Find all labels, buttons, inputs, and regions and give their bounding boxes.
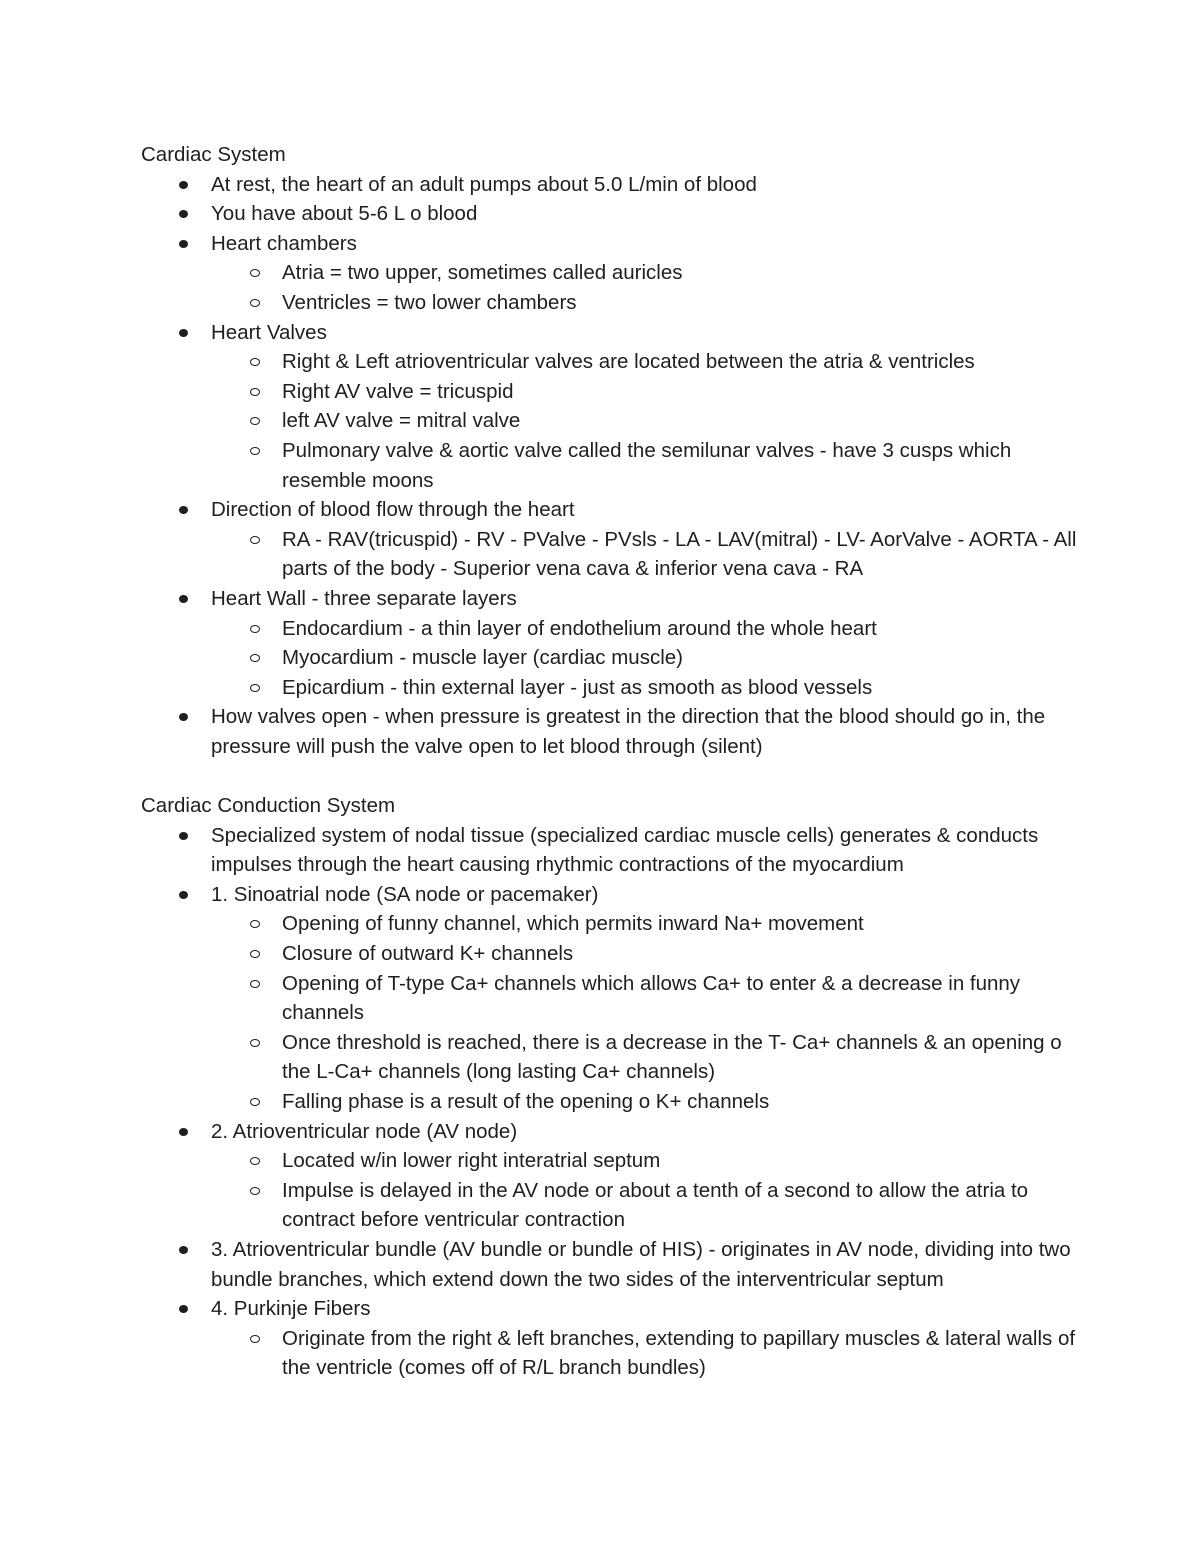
list-item-text: 1. Sinoatrial node (SA node or pacemaker) [211,882,599,906]
sub-list-item [282,909,1081,939]
list-item-text: Heart Valves [211,320,327,344]
list-item-text: Direction of blood flow through the heart [211,498,575,522]
sub-list-item-text: Opening of funny channel, which permits inward Na+ movement [282,912,864,936]
list-item [211,495,1081,584]
list-item-text: Heart chambers [211,231,357,255]
sub-list-item [282,643,1081,673]
list-item-text: At rest, the heart of an adult pumps about 5.0 L/min of blood [211,172,757,196]
section-heading: Cardiac System [141,143,286,166]
document-page [141,140,1081,1383]
sub-bullet-list [211,1324,1081,1383]
list-item [211,318,1081,496]
list-item-text: Heart Wall - three separate layers [211,586,517,610]
filled-bullet-icon [179,210,188,218]
sub-list-item-text: Pulmonary valve & aortic valve called the semilunar valves - have 3 cusps which resemble moons [282,438,1012,492]
hollow-bullet-icon [250,536,260,544]
list-item [211,1235,1081,1294]
list-item [211,229,1081,318]
sub-list-item [282,406,1081,436]
sub-list-item-text: Right & Left atrioventricular valves are located between the atria & ventricles [282,350,975,374]
hollow-bullet-icon [250,358,260,366]
hollow-bullet-icon [250,1157,260,1165]
list-item-text: 3. Atrioventricular bundle (AV bundle or bundle of HIS) - originates in AV node, dividing into two bundle branches, which extend down the two sides of the interventricular septum [211,1237,1071,1291]
document-content [141,140,1081,1383]
list-item [211,880,1081,1117]
sub-list-item [282,673,1081,703]
hollow-bullet-icon [250,299,260,307]
sub-bullet-list [211,347,1081,495]
list-item [211,1294,1081,1383]
hollow-bullet-icon [250,447,260,455]
section-spacer [141,761,1081,791]
sub-bullet-list [211,614,1081,703]
sub-list-item-text: Once threshold is reached, there is a decrease in the T- Ca+ channels & an opening o the L-Ca+ channels (long lasting Ca+ channels) [282,1030,1062,1084]
sub-list-item [282,969,1081,1028]
sub-bullet-list [211,909,1081,1116]
sub-list-item-text: Myocardium - muscle layer (cardiac muscle) [282,646,683,670]
filled-bullet-icon [179,832,188,840]
filled-bullet-icon [179,240,188,248]
filled-bullet-icon [179,1246,188,1254]
sub-list-item [282,525,1081,584]
hollow-bullet-icon [250,388,260,396]
filled-bullet-icon [179,1128,188,1136]
filled-bullet-icon [179,713,188,721]
list-item [211,821,1081,880]
list-item [211,1117,1081,1235]
filled-bullet-icon [179,329,188,337]
sub-list-item-text: Closure of outward K+ channels [282,942,574,966]
sub-list-item [282,939,1081,969]
hollow-bullet-icon [250,920,260,928]
filled-bullet-icon [179,891,188,899]
sub-bullet-list [211,258,1081,317]
section-heading: Cardiac Conduction System [141,794,396,818]
sub-list-item-text: Impulse is delayed in the AV node or about a tenth of a second to allow the atria to contract before ventricular contraction [282,1178,1029,1232]
list-item-text: You have about 5-6 L o blood [211,202,478,226]
sub-list-item [282,377,1081,407]
list-item-text: 2. Atrioventricular node (AV node) [211,1119,518,1143]
list-item [211,199,1081,229]
list-item [211,584,1081,702]
sub-list-item-text: Right AV valve = tricuspid [282,379,514,403]
hollow-bullet-icon [250,417,260,425]
sub-list-item-text: RA - RAV(tricuspid) - RV - PValve - PVsls - LA - LAV(mitral) - LV- AorValve - AORTA - All parts of the body - Superior vena cava & inferior vena cava - RA [282,527,1077,581]
sub-list-item-text: Originate from the right & left branches, extending to papillary muscles & lateral walls of the ventricle (comes off of R/L branch bundles) [282,1326,1076,1380]
sub-list-item [282,1146,1081,1176]
hollow-bullet-icon [250,950,260,958]
sub-list-item-text: Opening of T-type Ca+ channels which allows Ca+ to enter & a decrease in funny channels [282,971,1021,1025]
bullet-list [141,170,1081,762]
sub-list-item-text: left AV valve = mitral valve [282,409,521,433]
sub-list-item-text: Endocardium - a thin layer of endothelium around the whole heart [282,616,877,640]
sub-list-item [282,1176,1081,1235]
sub-list-item [282,1087,1081,1117]
list-item [211,702,1081,761]
hollow-bullet-icon [250,625,260,633]
sub-list-item-text: Ventricles = two lower chambers [282,290,577,314]
filled-bullet-icon [179,181,188,189]
hollow-bullet-icon [250,269,260,277]
sub-list-item [282,1324,1081,1383]
sub-list-item-text: Falling phase is a result of the opening o K+ channels [282,1090,770,1113]
sub-list-item [282,288,1081,318]
sub-bullet-list [211,525,1081,584]
hollow-bullet-icon [250,980,260,988]
filled-bullet-icon [179,506,188,514]
hollow-bullet-icon [250,1335,260,1343]
hollow-bullet-icon [250,1187,260,1195]
sub-bullet-list [211,1146,1081,1235]
hollow-bullet-icon [250,654,260,662]
sub-list-item-text: Epicardium - thin external layer - just as smooth as blood vessels [282,675,873,699]
list-item-text: 4. Purkinje Fibers [211,1297,371,1321]
bullet-list [141,821,1081,1383]
hollow-bullet-icon [250,1098,260,1106]
sub-list-item [282,258,1081,288]
sub-list-item-text: Atria = two upper, sometimes called auricles [282,261,683,285]
sub-list-item [282,1028,1081,1087]
list-item-text: Specialized system of nodal tissue (specialized cardiac muscle cells) generates & conducts impulses through the heart causing rhythmic contractions of the myocardium [211,823,1039,877]
filled-bullet-icon [179,1305,188,1313]
list-item [211,170,1081,200]
sub-list-item [282,614,1081,644]
sub-list-item [282,436,1081,495]
sub-list-item-text: Located w/in lower right interatrial septum [282,1149,661,1173]
sub-list-item [282,347,1081,377]
hollow-bullet-icon [250,1039,260,1047]
list-item-text: How valves open - when pressure is greatest in the direction that the blood should go in, the pressure will push the valve open to let blood through (silent) [211,705,1046,758]
filled-bullet-icon [179,595,188,603]
hollow-bullet-icon [250,684,260,692]
